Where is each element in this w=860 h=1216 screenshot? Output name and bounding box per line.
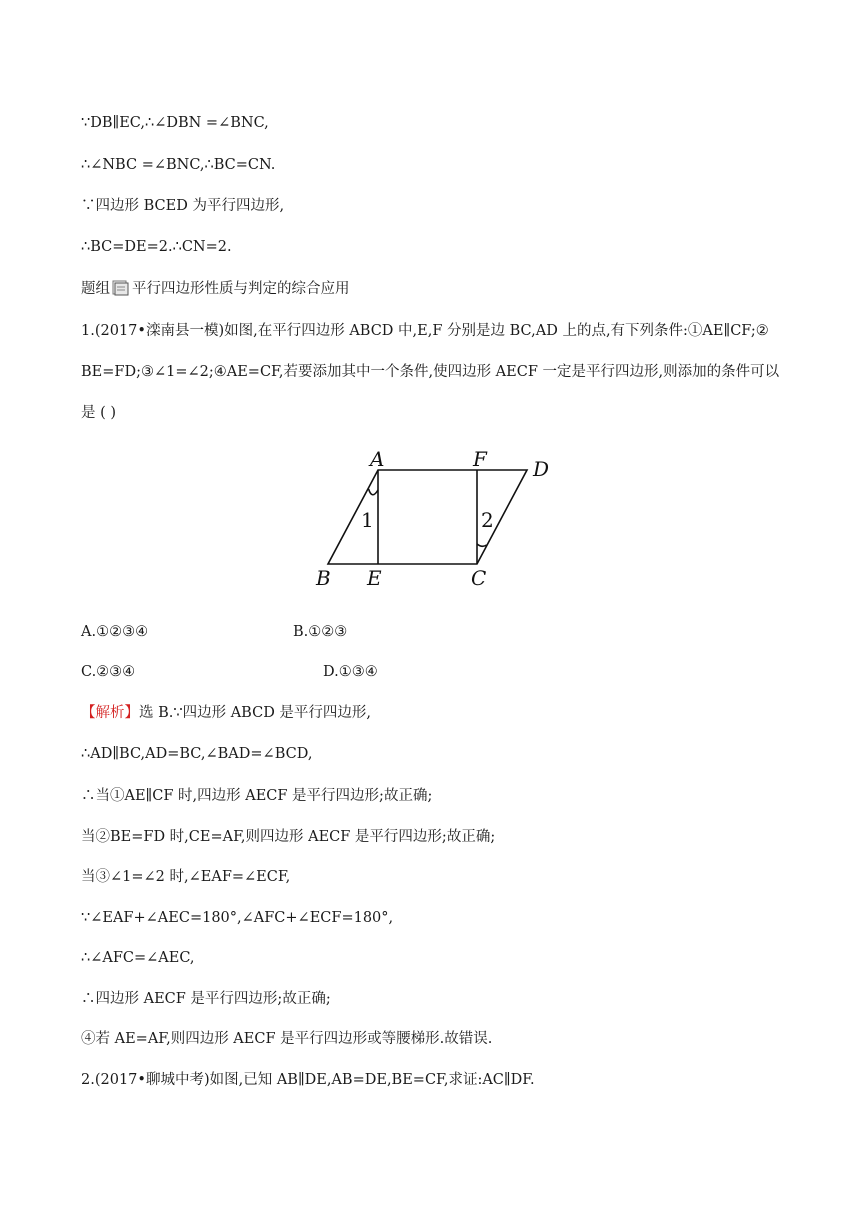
group-label: 题组	[81, 281, 110, 297]
option-b: B.①②③	[293, 624, 348, 640]
angle-1-arc	[369, 489, 378, 495]
label-angle-1: 1	[361, 508, 374, 532]
book-icon	[112, 280, 130, 296]
q1-line-1: 1.(2017•滦南县一模)如图,在平行四边形 ABCD 中,E,F 分别是边 BC,AD 上的点,有下列条件:①AE∥CF;②	[81, 323, 769, 339]
analysis-line-2: ∴AD∥BC,AD=BC,∠BAD=∠BCD,	[81, 746, 313, 762]
group-title: 平行四边形性质与判定的综合应用	[132, 281, 350, 297]
solution-line-2: ∴∠NBC =∠BNC,∴BC=CN.	[81, 157, 276, 173]
analysis-tag: 【解析】	[81, 705, 139, 721]
q1-line-3: 是 ( )	[81, 405, 117, 421]
solution-line-1: ∵DB∥EC,∴∠DBN =∠BNC,	[81, 115, 269, 131]
angle-2-arc	[477, 544, 487, 546]
label-b: B	[316, 566, 331, 590]
option-d: D.①③④	[323, 664, 378, 680]
solution-line-3: ∵四边形 BCED 为平行四边形,	[81, 198, 285, 214]
label-d: D	[533, 457, 550, 481]
q2-text: 2.(2017•聊城中考)如图,已知 AB∥DE,AB=DE,BE=CF,求证:AC∥DF.	[81, 1072, 535, 1088]
label-a: A	[370, 447, 385, 471]
analysis-line-1	[81, 703, 371, 723]
analysis-line-7: ∴∠AFC=∠AEC,	[81, 950, 195, 966]
solution-line-4: ∴BC=DE=2.∴CN=2.	[81, 239, 232, 255]
group-heading	[81, 279, 350, 299]
option-a: A.①②③④	[81, 624, 149, 640]
parallelogram-figure	[0, 444, 860, 594]
analysis-first: 选 B.∵四边形 ABCD 是平行四边形,	[139, 705, 372, 721]
q1-line-2: BE=FD;③∠1=∠2;④AE=CF,若要添加其中一个条件,使四边形 AECF 一定是平行四边形,则添加的条件可以	[81, 364, 780, 380]
parallelogram-abcd	[328, 470, 527, 564]
analysis-line-5: 当③∠1=∠2 时,∠EAF=∠ECF,	[81, 869, 291, 885]
label-angle-2: 2	[481, 508, 494, 532]
analysis-line-6: ∵∠EAF+∠AEC=180°,∠AFC+∠ECF=180°,	[81, 910, 394, 926]
analysis-line-4: 当②BE=FD 时,CE=AF,则四边形 AECF 是平行四边形;故正确;	[81, 829, 496, 845]
label-c: C	[471, 566, 487, 590]
analysis-line-3: ∴当①AE∥CF 时,四边形 AECF 是平行四边形;故正确;	[81, 788, 433, 804]
analysis-line-8: ∴四边形 AECF 是平行四边形;故正确;	[81, 991, 331, 1007]
option-c: C.②③④	[81, 664, 136, 680]
analysis-line-9: ④若 AE=AF,则四边形 AECF 是平行四边形或等腰梯形.故错误.	[81, 1031, 493, 1047]
label-f: F	[473, 447, 487, 471]
label-e: E	[367, 566, 382, 590]
